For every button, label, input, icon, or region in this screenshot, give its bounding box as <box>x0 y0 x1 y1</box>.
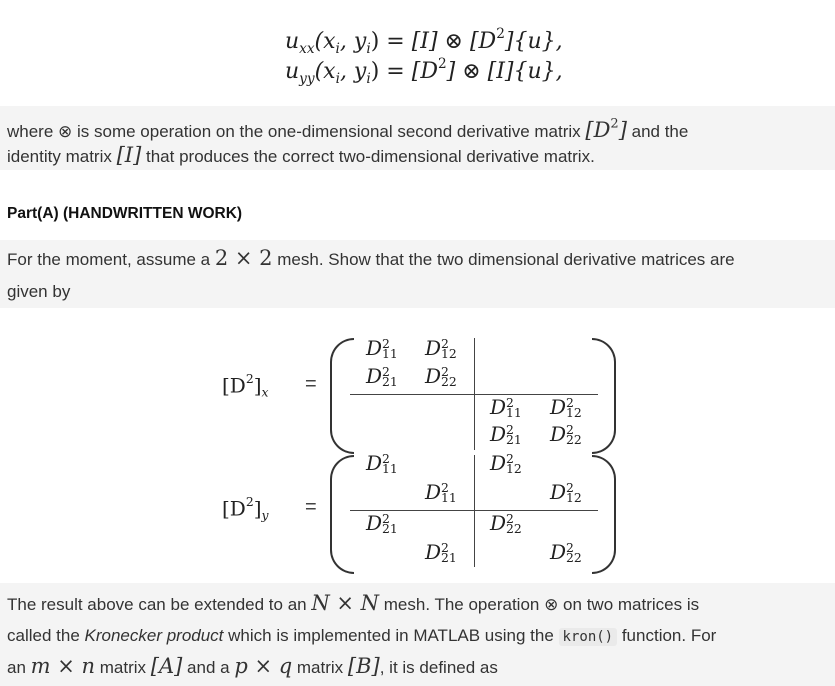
matrix-dx-equals: = <box>305 373 317 395</box>
matrix-dx-cell: D 2 22 <box>425 363 457 390</box>
paragraph-3-line-3: an m × n matrix [A] and a p × q matrix [B], it is defined as <box>7 654 498 678</box>
matrix-dy-cell: D 2 12 <box>550 479 582 506</box>
matrix-dy-label: $[D^2]_y$ <box>222 494 269 523</box>
matrix-dy-divider-vertical <box>474 455 475 567</box>
matrix-dy-cell: D 2 12 <box>490 450 522 477</box>
paragraph-3-line-2: called the Kronecker product which is implemented in MATLAB using the kron() function. For <box>7 626 717 645</box>
matrix-dx-cell: D 2 22 <box>550 421 582 448</box>
paragraph-2-line-2: given by <box>7 282 71 301</box>
matrix-dx-cell: D 2 21 <box>490 421 522 448</box>
matrix-dy-right-paren <box>592 455 616 574</box>
matrix-dy-cell: D 2 22 <box>490 510 522 537</box>
matrix-dy-cell: D 2 21 <box>366 510 398 537</box>
equation-uxx: $u_{xx}(x_i$, $y_i) = [I]$ ⊗ $[D^2]\{u\}$, <box>285 26 563 57</box>
matrix-dy-left-paren <box>330 455 354 574</box>
matrix-dx-cell: D 2 21 <box>366 363 398 390</box>
matrix-dx-left-paren <box>330 338 354 454</box>
equation-uyy: $u_{yy}(x_i$, $y_i) = [D^2]$ ⊗ [I]{u}, <box>285 56 563 87</box>
matrix-dx-label: $[D^2]_x$ <box>222 371 269 400</box>
kron-code: kron() <box>559 628 618 646</box>
matrix-dx-cell: D 2 12 <box>550 394 582 421</box>
paragraph-1-line-2: identity matrix [I] that produces the correct two-dimensional derivative matrix. <box>7 143 595 167</box>
paragraph-2-line-1: For the moment, assume a 2 × 2 mesh. Show that the two dimensional derivative matrices are <box>7 246 735 270</box>
matrix-dy-cell: D 2 11 <box>425 479 457 506</box>
section-heading: Part(A) (HANDWRITTEN WORK) <box>7 205 243 222</box>
paragraph-3-line-1: The result above can be extended to an N × N mesh. The operation ⊗ on two matrices is <box>7 591 700 615</box>
paragraph-1-line-1: where ⊗ is some operation on the one-dimensional second derivative matrix $[D^2]$ and the <box>7 116 689 142</box>
matrix-dx-cell: D 2 12 <box>425 335 457 362</box>
matrix-dx-cell: D 2 11 <box>366 335 398 362</box>
matrix-dy-cell: D 2 11 <box>366 450 398 477</box>
matrix-dx-right-paren <box>592 338 616 454</box>
matrix-dx-cell: D 2 11 <box>490 394 522 421</box>
matrix-dy-cell: D 2 21 <box>425 539 457 566</box>
matrix-dy-equals: = <box>305 496 317 518</box>
matrix-dy-cell: D 2 22 <box>550 539 582 566</box>
